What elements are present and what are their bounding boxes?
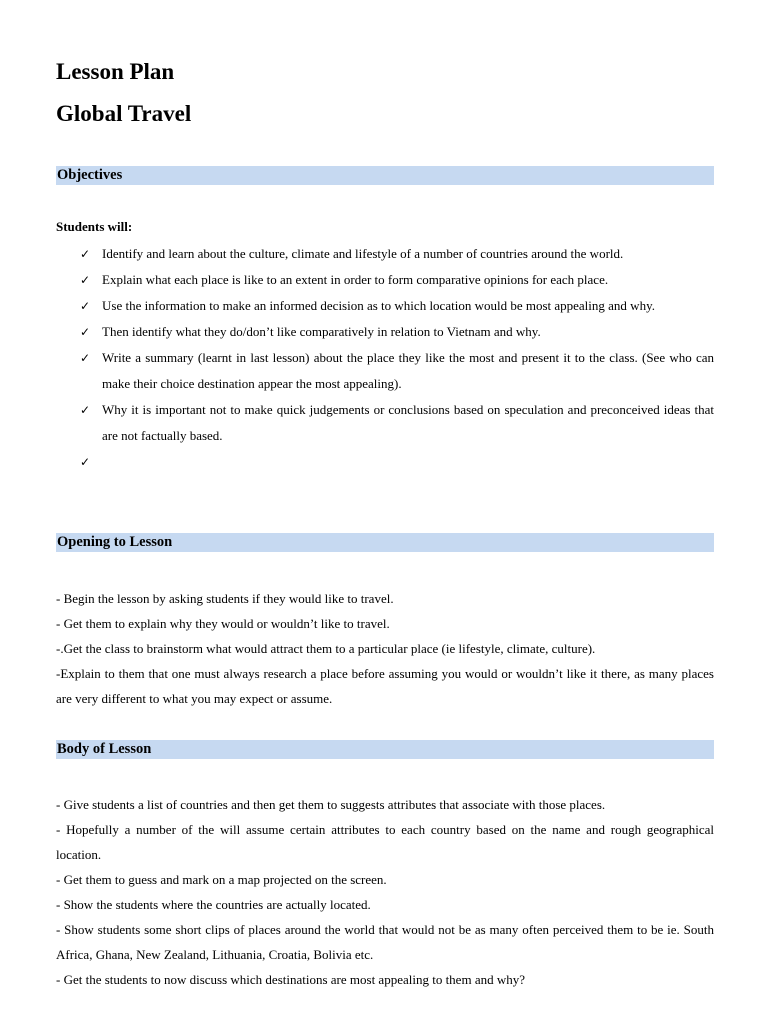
paragraph: - Give students a list of countries and then get them to suggests attributes that associate with those places. [56, 797, 606, 812]
paragraph: - Get them to guess and mark on a map projected on the screen. [56, 872, 387, 887]
objective-text: Then identify what they do/don’t like comparatively in relation to Vietnam and why. [102, 324, 541, 339]
paragraph: - Hopefully a number of the will assume certain attributes to each country based on the name and rough geographical location. [56, 822, 714, 862]
checkmark-icon: ✓ [80, 247, 91, 261]
objective-text: Why it is important not to make quick judgements or conclusions based on speculation and preconceived ideas that are not factually based. [102, 402, 714, 443]
list-item [56, 449, 714, 475]
objective-text: Use the information to make an informed decision as to which location would be most appealing and why. [102, 298, 655, 313]
list-item [56, 267, 714, 293]
objective-text: Identify and learn about the culture, climate and lifestyle of a number of countries around the world. [102, 246, 624, 261]
list-item [56, 293, 714, 319]
objectives-list [56, 241, 714, 475]
paragraph: - Show the students where the countries are actually located. [56, 897, 371, 912]
paragraph: - Get them to explain why they would or wouldn’t like to travel. [56, 616, 390, 631]
checkmark-icon: ✓ [80, 351, 91, 365]
objectives-intro: Students will: [56, 219, 133, 234]
objective-text: Write a summary (learnt in last lesson) about the place they like the most and present it to the class. (See who can make their choice destination appear the most appealing). [102, 350, 714, 391]
paragraph: - Show students some short clips of places around the world that would not be as many often perceived them to be ie. South Africa, Ghana, New Zealand, Lithuania, Croatia, Bolivia etc. [56, 922, 714, 962]
paragraph: -.Get the class to brainstorm what would attract them to a particular place (ie lifestyle, climate, culture). [56, 641, 596, 656]
checkmark-icon: ✓ [80, 403, 91, 417]
opening-heading: Opening to Lesson [56, 533, 714, 552]
checkmark-icon: ✓ [80, 325, 91, 339]
objectives-heading: Objectives [56, 166, 714, 185]
list-item [56, 319, 714, 345]
list-item [56, 241, 714, 267]
checkmark-icon: ✓ [80, 299, 91, 313]
body-section [56, 792, 714, 992]
document-title: Lesson Plan [56, 59, 175, 84]
paragraph: - Begin the lesson by asking students if they would like to travel. [56, 591, 394, 606]
checkmark-icon: ✓ [80, 273, 91, 287]
list-item [56, 345, 714, 397]
objective-text: Explain what each place is like to an extent in order to form comparative opinions for each place. [102, 272, 609, 287]
body-heading: Body of Lesson [56, 740, 714, 759]
list-item [56, 397, 714, 449]
opening-section [56, 586, 714, 711]
paragraph: - Get the students to now discuss which destinations are most appealing to them and why? [56, 972, 525, 987]
checkmark-icon: ✓ [80, 455, 91, 469]
paragraph: -Explain to them that one must always research a place before assuming you would or wouldn’t like it there, as many places are very different to what you may expect or assume. [56, 666, 714, 706]
document-subtitle: Global Travel [56, 101, 192, 126]
